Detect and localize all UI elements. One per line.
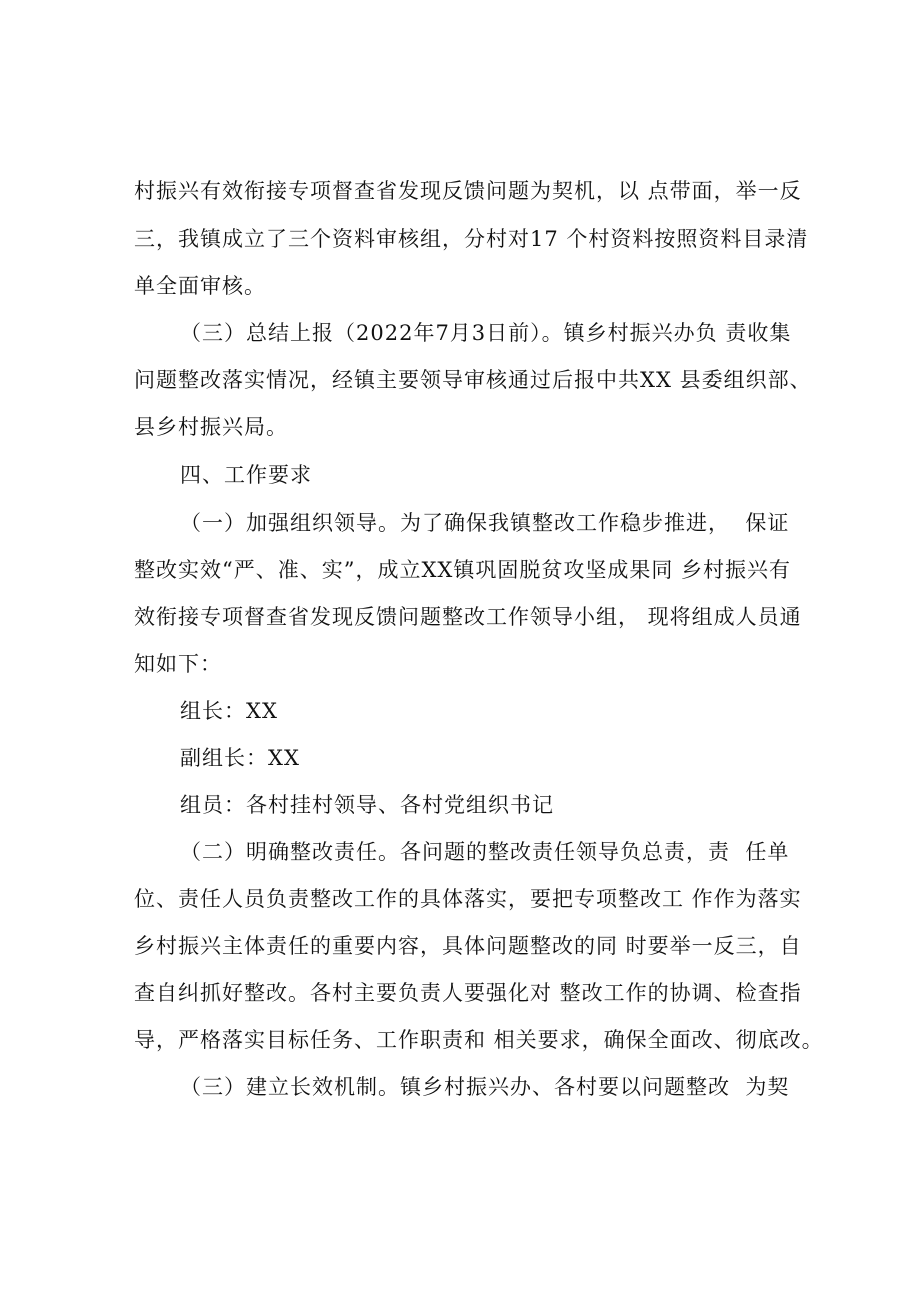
subsection-heading-line: （二）明确整改责任。各问题的整改责任领导负总责，责 任单 <box>180 840 790 864</box>
subsection-heading-line: （三）建立长效机制。镇乡村振兴办、各村要以问题整改 为契 <box>180 1075 790 1099</box>
paragraph-line: 三，我镇成立了三个资料审核组，分村对17 个村资料按照资料目录清 <box>134 227 809 251</box>
paragraph-line: 县乡村振兴局。 <box>134 415 288 439</box>
paragraph-line: 单全面审核。 <box>134 274 266 298</box>
member-line-leader: 组长：XX <box>180 699 278 723</box>
paragraph-line: 乡村振兴主体责任的重要内容，具体问题整改的同 时要举一反三，自 <box>134 934 802 958</box>
paragraph-line: 查自纠抓好整改。各村主要负责人要强化对 整改工作的协调、检查指 <box>134 981 802 1005</box>
paragraph-line: 效衔接专项督查省发现反馈问题整改工作领导小组， 现将组成人员通 <box>134 605 802 629</box>
member-line-deputy: 副组长：XX <box>180 746 300 770</box>
paragraph-line: 位、责任人员负责整改工作的具体落实，要把专项整改工 作作为落实 <box>134 887 802 911</box>
paragraph-line: 整改实效“严、准、实”，成立XX镇巩固脱贫攻坚成果同 乡村振兴有 <box>134 558 792 582</box>
member-line-members: 组员：各村挂村领导、各村党组织书记 <box>180 793 554 817</box>
paragraph-line: 村振兴有效衔接专项督查省发现反馈问题为契机，以 点带面，举一反 <box>134 179 802 203</box>
section-heading: 四、工作要求 <box>180 463 312 487</box>
subsection-heading-line: （一）加强组织领导。为了确保我镇整改工作稳步推进， 保证 <box>180 511 790 535</box>
subsection-heading-line: （三）总结上报（2022年7月3日前）。镇乡村振兴办负 责收集 <box>180 321 792 345</box>
paragraph-line: 导，严格落实目标任务、工作职责和 相关要求，确保全面改、彻底改。 <box>134 1028 824 1052</box>
paragraph-line: 问题整改落实情况，经镇主要领导审核通过后报中共XX 县委组织部、 <box>134 368 812 392</box>
paragraph-line: 知如下： <box>134 652 222 676</box>
